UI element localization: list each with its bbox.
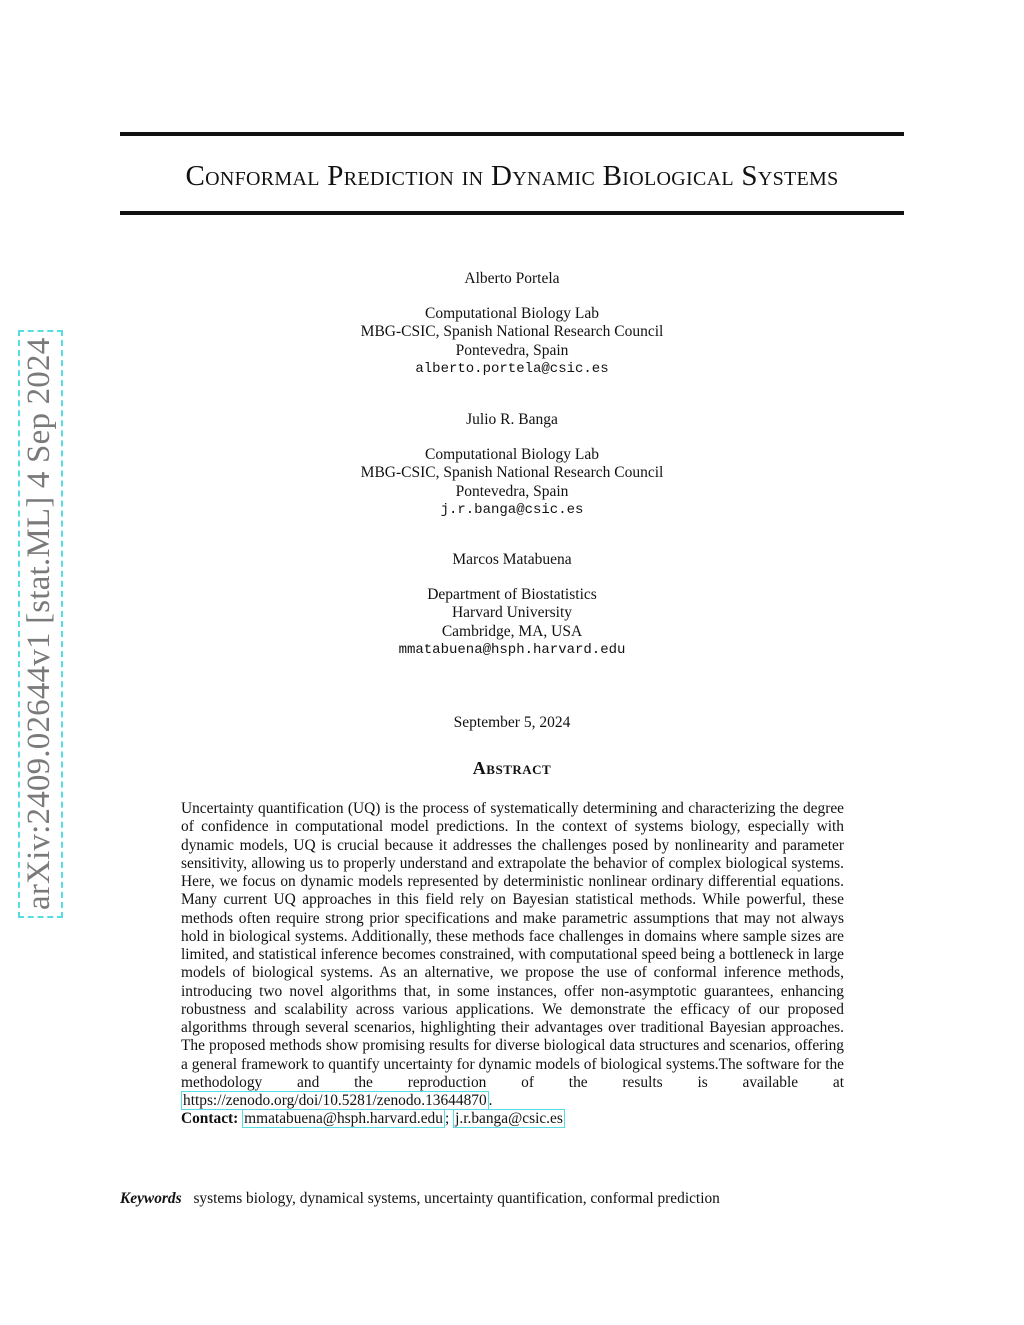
contact-line [181,1110,844,1128]
author-affiliation-line: Cambridge, MA, USA [441,622,583,640]
author-affiliation-line: Harvard University [451,604,573,621]
author-affiliation-line: MBG-CSIC, Spanish National Research Council [360,464,664,481]
contact-label: Contact: [181,1110,239,1128]
author-block-3 [262,551,762,660]
author-block-2 [262,411,762,520]
abstract-period: . [488,1092,493,1109]
author-email[interactable]: alberto.portela@csic.es [415,361,609,377]
contact-email-link-1[interactable]: mmatabuena@hsph.harvard.edu [244,1110,443,1128]
author-email[interactable]: mmatabuena@hsph.harvard.edu [398,642,626,658]
paper-date: September 5, 2024 [453,714,571,731]
author-name: Julio R. Banga [466,411,558,428]
keywords-text: systems biology, dynamical systems, uncertainty quantification, conformal prediction [193,1190,720,1207]
author-block-1 [262,270,762,379]
software-link[interactable]: https://zenodo.org/doi/10.5281/zenodo.13644870 [183,1092,487,1109]
keywords-label-rest: eywords [130,1190,182,1207]
author-affiliation-line: MBG-CSIC, Spanish National Research Council [360,323,664,340]
author-name: Alberto Portela [464,270,560,287]
author-affiliation-line: Pontevedra, Spain [455,482,569,500]
abstract-heading: Abstract [472,758,552,778]
keywords-line [120,1190,904,1208]
abstract-text: Uncertainty quantification (UQ) is the process of systematically determining and characterizing the degree of confidence in computational model predictions. In the context of systems biology, especially with dynamic models, UQ is crucial because it addresses the challenges posed by nonlinearity and parameter sensitivity, allowing us to properly understand and extrapolate the behavior of complex biological systems. Here, we focus on dynamic models represented by deterministic nonlinear ordinary differential equations. Many current UQ approaches in this field rely on Bayesian statistical methods. While powerful, these methods often require strong prior specifications and make parametric assumptions that may not always hold in biological systems. Additionally, these methods face challenges in domains where sample sizes are limited, and statistical inference becomes constrained, with computational speed being a bottleneck in large models of biological systems. As an alternative, we propose the use of conformal inference methods, introducing two novel algorithms that, in some instances, offer non-asymptotic guarantees, enhancing robustness and scalability across various applications. We demonstrate the efficacy of our proposed algorithms through several scenarios, highlighting their advantages over traditional Bayesian approaches. The proposed methods show promising results for diverse biological data structures and scenarios, offering a general framework to quantify uncertainty for dynamic models of biological systems.The software for the methodology and the reproduction of the results is available at [181,800,844,1091]
arxiv-stamp[interactable]: arXiv:2409.02644v1 [stat.ML] 4 Sep 2024 [18,330,63,918]
title-rule-bottom [120,211,904,215]
keywords-label-initial: K [120,1190,131,1207]
author-name: Marcos Matabuena [452,551,572,568]
author-affiliation-line: Department of Biostatistics [427,585,597,603]
abstract-body [181,800,844,1129]
keywords-label [120,1190,182,1207]
paper-title: Conformal Prediction in Dynamic Biological Systems [185,160,839,192]
author-affiliation-line: Computational Biology Lab [425,445,599,463]
contact-separator: ; [444,1110,450,1128]
author-affiliation-line: Computational Biology Lab [425,304,599,322]
author-affiliation-line: Pontevedra, Spain [455,341,569,359]
contact-email-link-2[interactable]: j.r.banga@csic.es [455,1110,563,1128]
author-email[interactable]: j.r.banga@csic.es [440,502,584,518]
title-rule-top [120,132,904,136]
